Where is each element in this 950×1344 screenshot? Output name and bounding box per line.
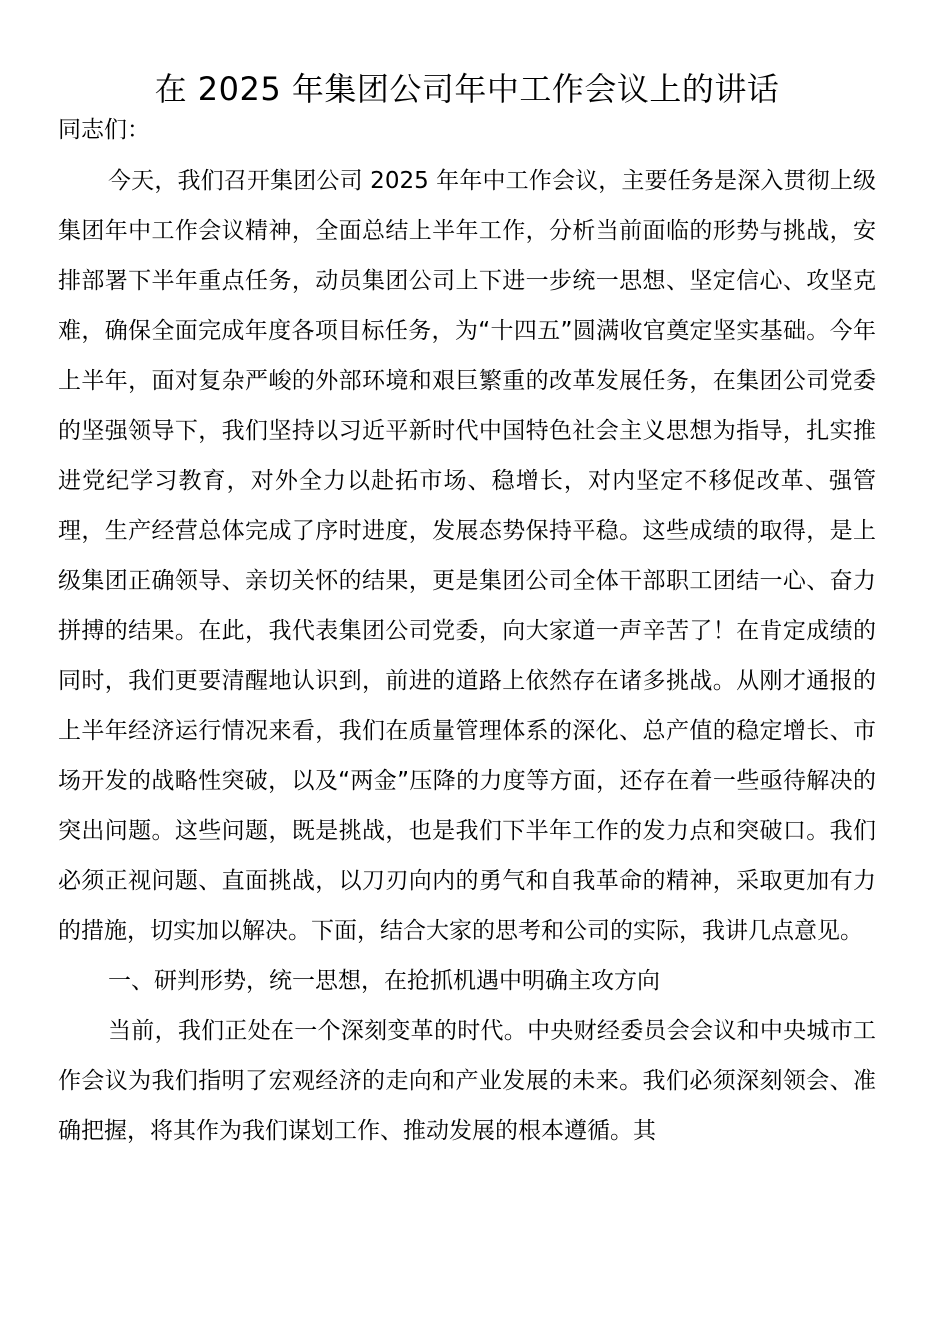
document-title: 在 2025 年集团公司年中工作会议上的讲话 xyxy=(154,70,780,108)
section-heading: 一、研判形势，统一思想，在抢抓机遇中明确主攻方向 xyxy=(108,968,660,994)
body-paragraph: 今天，我们召开集团公司 2025 年年中工作会议，主要任务是深入贯彻上级集团年中工作会议精神，全面总结上半年工作，分析当前面临的形势与挑战，安排部署下半年重点任务，动员集团公司上下进一步统一思想、坚定信心、攻坚克难，确保全面完成年度各项目标任务，为“十四五”圆满收官奠定坚实基础。今年上半年，面对复杂严峻的外部环境和艰巨繁重的改革发展任务，在集团公司党委的坚强领导下，我们坚持以习近平新时代中国特色社会主义思想为指导，扎实推进党纪学习教育，对外全力以赴拓市场、稳增长，对内坚定不移促改革、强管理，生产经营总体完成了序时进度，发展态势保持平稳。这些成绩的取得，是上级集团正确领导、亲切关怀的结果，更是集团公司全体干部职工团结一心、奋力拼搏的结果。在此，我代表集团公司党委，向大家道一声辛苦了！在肯定成绩的同时，我们更要清醒地认识到，前进的道路上依然存在诸多挑战。从刚才通报的上半年经济运行情况来看，我们在质量管理体系的深化、总产值的稳定增长、市场开发的战略性突破，以及“两金”压降的力度等方面，还存在着一些亟待解决的突出问题。这些问题，既是挑战，也是我们下半年工作的发力点和突破口。我们必须正视问题、直面挑战，以刀刃向内的勇气和自我革命的精神，采取更加有力的措施，切实加以解决。下面，结合大家的思考和公司的实际，我讲几点意见。 xyxy=(58,168,876,944)
section-paragraph: 当前，我们正处在一个深刻变革的时代。中央财经委员会会议和中央城市工作会议为我们指明了宏观经济的走向和产业发展的未来。我们必须深刻领会、准确把握，将其作为我们谋划工作、推动发展的根本遵循。其 xyxy=(58,1018,876,1144)
salutation: 同志们： xyxy=(58,117,150,143)
